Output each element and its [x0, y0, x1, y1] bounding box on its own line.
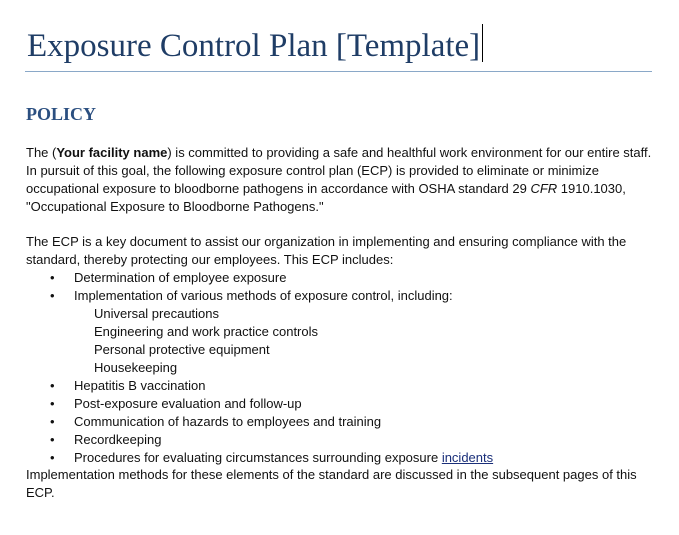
sub-list-item: Personal protective equipment [94, 342, 270, 357]
list-item: • Hepatitis B vaccination [50, 378, 206, 393]
para1-prefix: The ( [26, 145, 57, 160]
para1-suffix: 1910.1030, "Occupational Exposure to Bloodborne Pathogens." [26, 181, 626, 214]
bullet-icon: • [50, 270, 55, 285]
title-area [25, 22, 652, 72]
incidents-link[interactable]: incidents [441, 450, 494, 465]
list-item: • Recordkeeping [50, 432, 162, 447]
bullet-icon: • [50, 414, 55, 429]
document-title[interactable] [27, 24, 483, 65]
section-heading-policy: POLICY [26, 104, 97, 124]
document-title-text: Exposure Control Plan [Template] [27, 28, 481, 64]
sub-list-item: Universal precautions [94, 306, 220, 321]
list-item: • Determination of employee exposure [50, 270, 287, 285]
bullet-icon: • [50, 432, 55, 447]
ecp-contents-list [26, 269, 493, 467]
sub-list-item: Engineering and work practice controls [94, 324, 319, 339]
bullet-icon: • [50, 378, 55, 393]
text-cursor [482, 24, 483, 62]
cfr-text: CFR [530, 181, 558, 196]
policy-paragraph [26, 144, 656, 216]
list-item: • Implementation of various methods of exposure control, including: [50, 288, 453, 303]
list-item: • Post-exposure evaluation and follow-up [50, 396, 302, 411]
closing-paragraph: Implementation methods for these elements of the standard are discussed in the subsequent pages of this ECP. [26, 467, 637, 500]
bullet-icon: • [50, 288, 55, 303]
list-item: • Procedures for evaluating circumstances surrounding exposure incidents [50, 450, 494, 465]
facility-name-placeholder: Your facility name [56, 145, 168, 160]
bullet-icon: • [50, 396, 55, 411]
bullet-icon: • [50, 450, 55, 465]
list-item: • Communication of hazards to employees and training [50, 414, 382, 429]
sub-list-item: Housekeeping [94, 360, 178, 375]
para1-middle: ) is committed to providing a safe and healthful work environment for our entire staff. In pursuit of this goal, the following exposure control plan (ECP) is provided to eliminate or minimize occupational exposure to bloodborne pathogens in accordance with OSHA standard 29 [26, 145, 652, 196]
ecp-intro-paragraph: The ECP is a key document to assist our organization in implementing and ensuring compliance with the standard, thereby protecting our employees. This ECP includes: [26, 234, 627, 267]
